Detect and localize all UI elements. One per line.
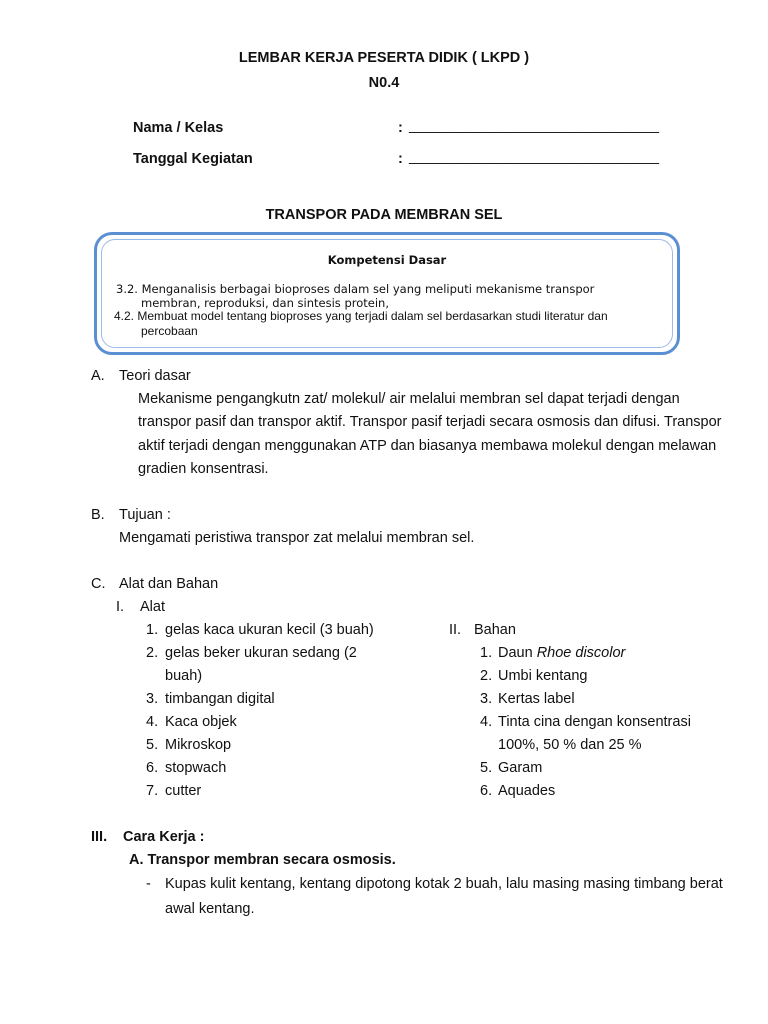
section-iii-title: Cara Kerja : (123, 829, 205, 845)
bahan-item-text: Umbi kentang (498, 668, 588, 684)
bahan-title: Bahan (474, 622, 516, 638)
name-class-label: Nama / Kelas (133, 120, 224, 136)
bahan-item-num: 3. (480, 691, 493, 707)
bahan-item-text: Kertas label (498, 691, 575, 707)
alat-item-text: cutter (165, 783, 202, 799)
bahan-item-num: 1. (480, 645, 493, 661)
procedure-subheading: A. Transpor membran secara osmosis. (129, 852, 396, 868)
name-class-colon: : (398, 120, 403, 136)
document-title: LEMBAR KERJA PESERTA DIDIK ( LKPD ) (238, 50, 530, 66)
alat-item-num: 1. (146, 622, 159, 638)
section-c-marker: C. (91, 576, 106, 592)
activity-date-field[interactable]: _______________________________ (409, 149, 659, 165)
alat-title: Alat (140, 599, 165, 615)
kd-item-3-2-line2: membran, reproduksi, dan sintesis protein, (141, 296, 389, 310)
bahan-item-num: 5. (480, 760, 493, 776)
alat-item-num: 6. (146, 760, 159, 776)
alat-item-text: gelas kaca ukuran kecil (3 buah) (165, 622, 374, 638)
theory-line-4: gradien konsentrasi. (138, 461, 269, 477)
procedure-step-line1: Kupas kulit kentang, kentang dipotong kotak 2 buah, lalu masing masing timbang berat (165, 876, 723, 892)
alat-item-num: 5. (146, 737, 159, 753)
alat-item-text: timbangan digital (165, 691, 275, 707)
activity-date-label: Tanggal Kegiatan (133, 151, 253, 167)
kompetensi-dasar-box (94, 232, 680, 355)
section-c-title: Alat dan Bahan (119, 576, 219, 592)
alat-item-num: 7. (146, 783, 159, 799)
section-iii-marker: III. (91, 829, 108, 845)
bahan-item-text: 100%, 50 % dan 25 % (498, 737, 642, 753)
bahan-marker: II. (449, 622, 462, 638)
alat-marker: I. (116, 599, 125, 615)
theory-line-3: aktif terjadi dengan menggunakan ATP dan biasanya membawa molekul dengan melawan (138, 438, 717, 454)
alat-item-text: gelas beker ukuran sedang (2 (165, 645, 357, 661)
section-b-title: Tujuan : (119, 507, 171, 523)
objective-text: Mengamati peristiwa transpor zat melalui membran sel. (119, 530, 475, 546)
alat-item-text: stopwach (165, 760, 227, 776)
bahan-item-num: 2. (480, 668, 493, 684)
alat-item-text: Kaca objek (165, 714, 237, 730)
bahan-item-prefix: Daun (498, 645, 537, 661)
name-class-field[interactable]: _______________________________ (409, 118, 659, 134)
alat-item-num: 2. (146, 645, 159, 661)
kd-item-4-2-line1: 4.2. Membuat model tentang bioproses yang terjadi dalam sel berdasarkan studi literatur dan (114, 309, 608, 323)
alat-item-text: Mikroskop (165, 737, 232, 753)
bahan-item-text: Garam (498, 760, 543, 776)
bahan-item-num: 6. (480, 783, 493, 799)
bahan-item-text (498, 645, 625, 661)
document-number: N0.4 (368, 75, 400, 91)
kd-item-3-2-line1: 3.2. Menganalisis berbagai bioproses dalam sel yang meliputi mekanisme transpor (116, 282, 595, 296)
bahan-item-text: Aquades (498, 783, 556, 799)
section-a-title: Teori dasar (119, 368, 191, 384)
section-a-marker: A. (91, 368, 105, 384)
kompetensi-dasar-title: Kompetensi Dasar (327, 253, 447, 267)
topic-heading: TRANSPOR PADA MEMBRAN SEL (265, 207, 503, 223)
procedure-step-line2: awal kentang. (165, 901, 255, 917)
section-b-marker: B. (91, 507, 105, 523)
theory-line-1: Mekanisme pengangkutn zat/ molekul/ air melalui membran sel dapat terjadi dengan (138, 391, 680, 407)
bahan-item-num: 4. (480, 714, 493, 730)
alat-item-text: buah) (165, 668, 203, 684)
kd-item-4-2-line2: percobaan (141, 324, 198, 338)
theory-line-2: transpor pasif dan transpor aktif. Transpor pasif terjadi secara osmosis dan difusi. Transpor (138, 414, 722, 430)
bahan-item-species: Rhoe discolor (536, 645, 626, 661)
activity-date-colon: : (398, 151, 403, 167)
bahan-item-text: Tinta cina dengan konsentrasi (498, 714, 691, 730)
procedure-bullet: - (146, 876, 151, 892)
alat-item-num: 3. (146, 691, 159, 707)
alat-item-num: 4. (146, 714, 159, 730)
